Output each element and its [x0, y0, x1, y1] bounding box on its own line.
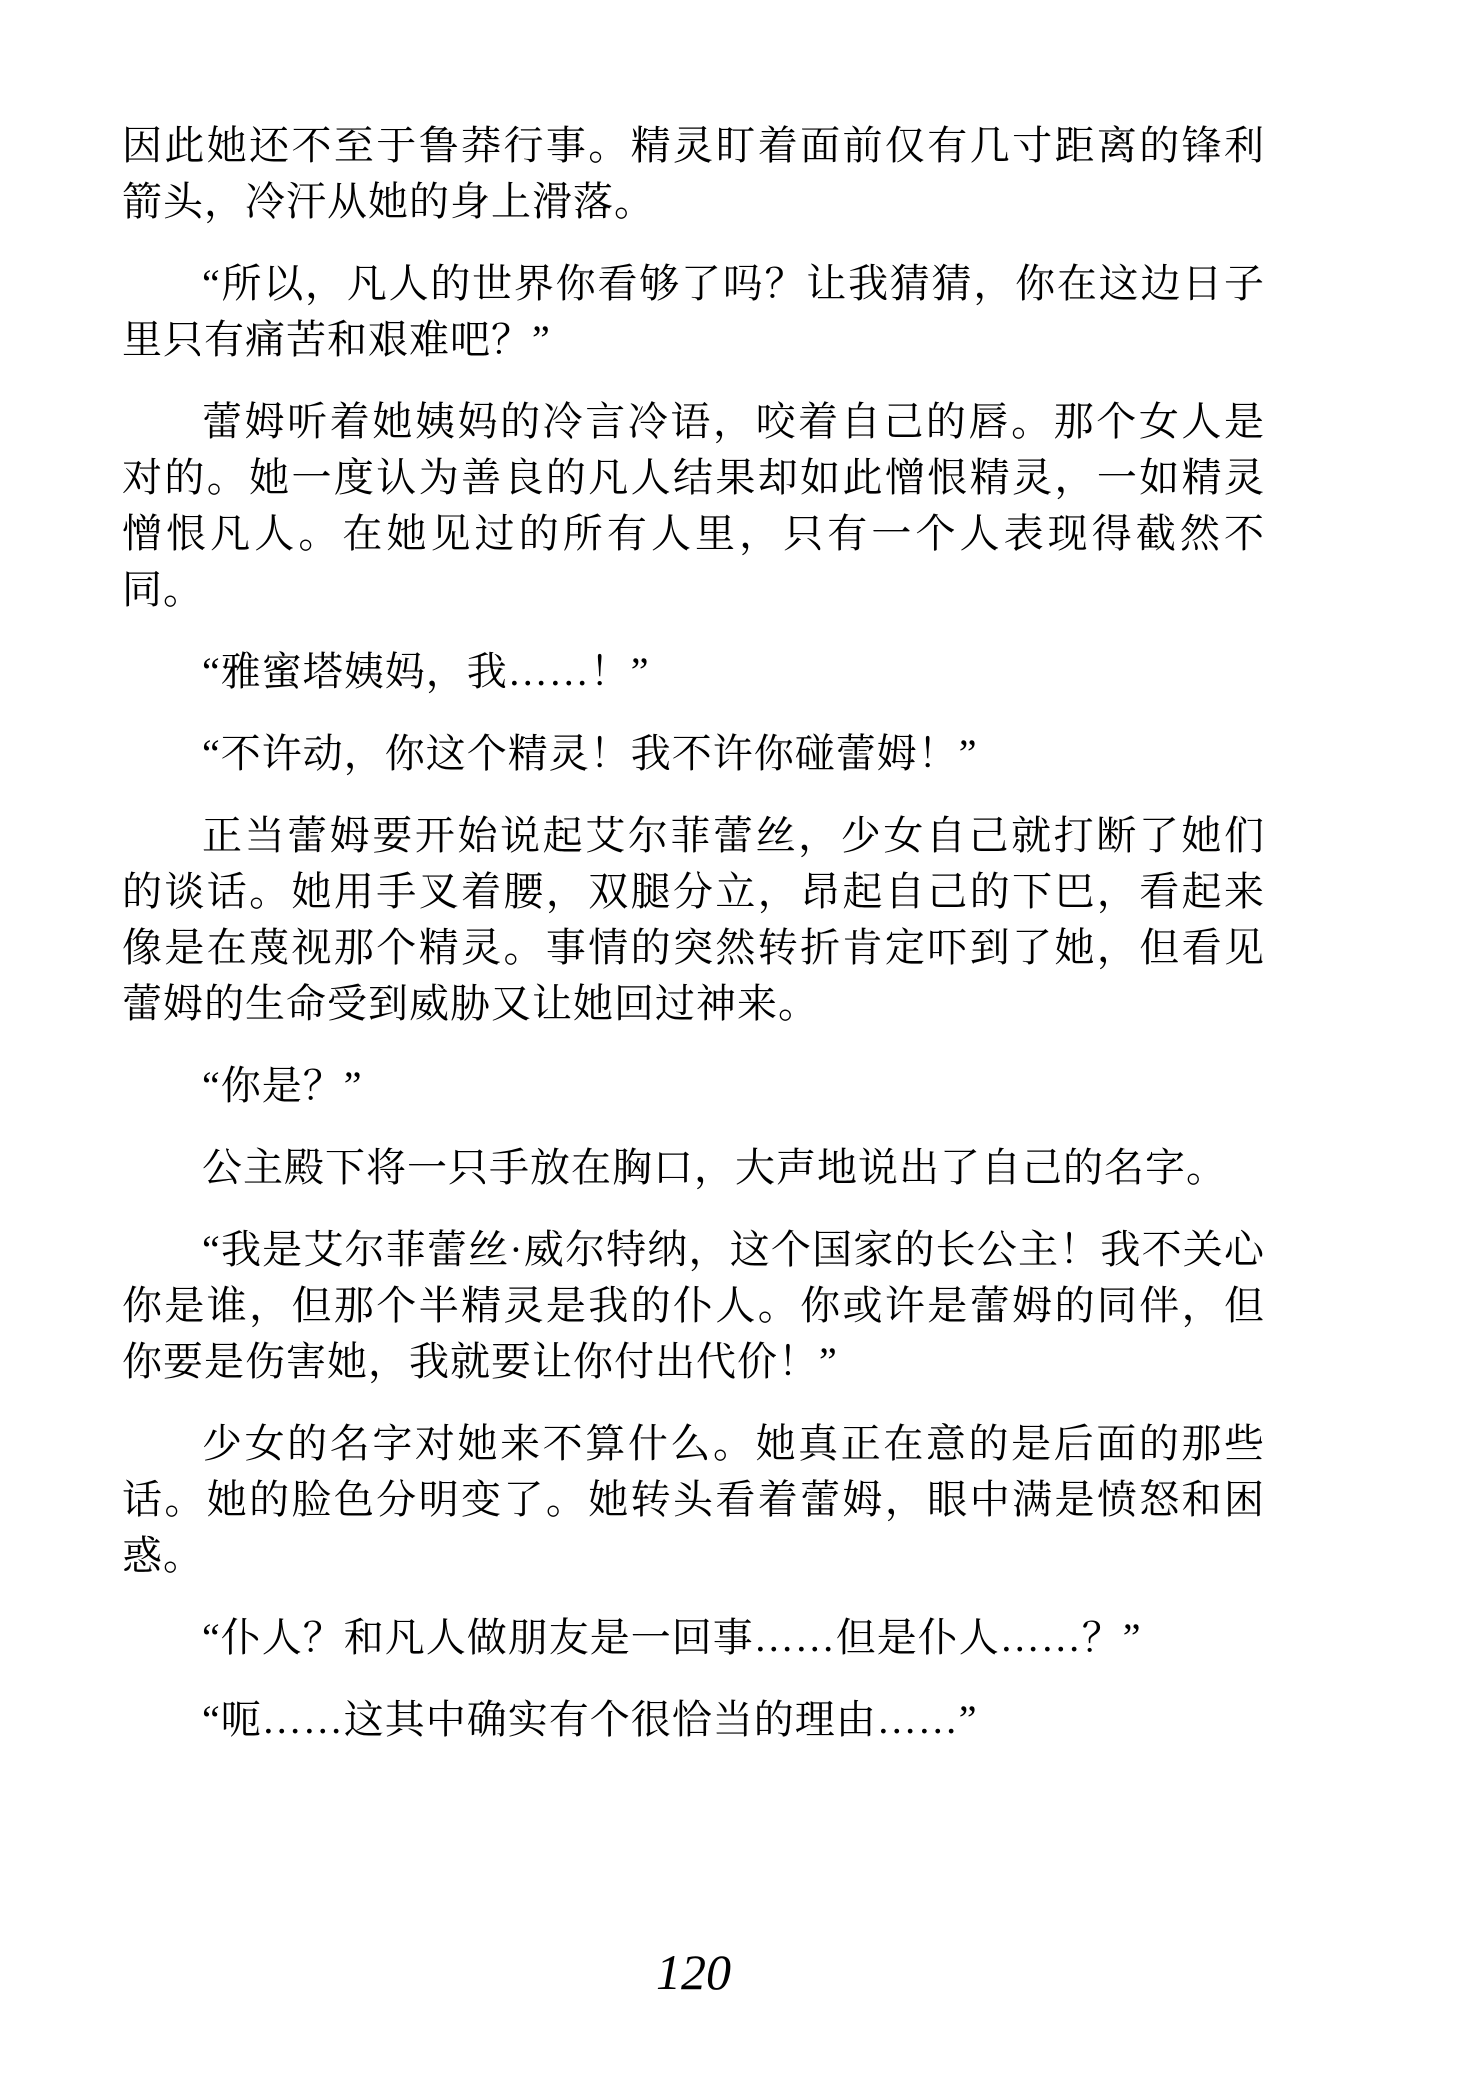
paragraph-dialogue: “仆人？和凡人做朋友是一回事……但是仆人……？” — [202, 1615, 1142, 1660]
page-number: 120 — [656, 1944, 731, 2000]
paragraph: 少女的名字对她来不算什么。她真正在意的是后面的那些话。她的脸色分明变了。她转头看着蕾姆，眼中满是愤怒和困惑。 — [122, 1421, 1265, 1578]
paragraph-dialogue: “你是？” — [202, 1063, 363, 1108]
paragraph-dialogue: “雅蜜塔姨妈，我……！” — [202, 649, 650, 694]
paragraph-dialogue: “我是艾尔菲蕾丝·威尔特纳，这个国家的长公主！我不关心你是谁，但那个半精灵是我的仆人。你或许是蕾姆的同伴，但你要是伤害她，我就要让你付出代价！” — [122, 1227, 1265, 1384]
paragraph: 因此她还不至于鲁莽行事。精灵盯着面前仅有几寸距离的锋利箭头，冷汗从她的身上滑落。 — [122, 123, 1265, 224]
paragraph: 蕾姆听着她姨妈的冷言冷语，咬着自己的唇。那个女人是对的。她一度认为善良的凡人结果却如此憎恨精灵，一如精灵憎恨凡人。在她见过的所有人里，只有一个人表现得截然不同。 — [122, 399, 1265, 612]
paragraph: 公主殿下将一只手放在胸口，大声地说出了自己的名字。 — [202, 1145, 1227, 1190]
paragraph-dialogue: “所以，凡人的世界你看够了吗？让我猜猜，你在这边日子里只有痛苦和艰难吧？” — [122, 261, 1265, 362]
paragraph-dialogue: “呃……这其中确实有个很恰当的理由……” — [202, 1697, 978, 1742]
paragraph: 正当蕾姆要开始说起艾尔菲蕾丝，少女自己就打断了她们的谈话。她用手叉着腰，双腿分立，昂起自己的下巴，看起来像是在蔑视那个精灵。事情的突然转折肯定吓到了她，但看见蕾姆的生命受到威胁又让她回过神来。 — [122, 813, 1265, 1026]
page-content — [122, 118, 1265, 2000]
paragraph-dialogue: “不许动，你这个精灵！我不许你碰蕾姆！” — [202, 731, 978, 776]
